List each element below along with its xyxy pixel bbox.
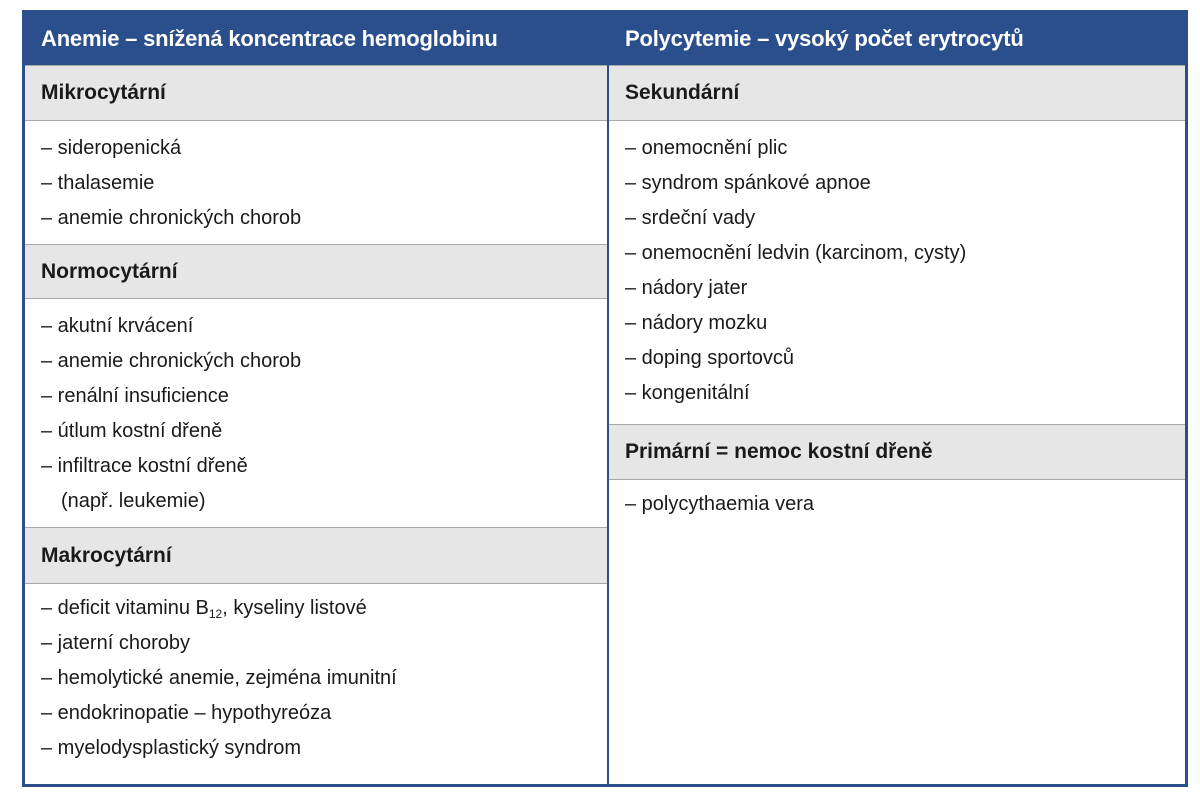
polycythemia-header: Polycytemie – vysoký počet erytrocytů bbox=[609, 13, 1185, 65]
list-item: – sideropenická bbox=[41, 137, 182, 159]
list-item: – jaterní choroby bbox=[41, 632, 190, 654]
makrocytarni-list bbox=[25, 591, 607, 766]
list-item: – srdeční vady bbox=[625, 207, 756, 229]
list-item: – kongenitální bbox=[625, 382, 750, 404]
list-item: – akutní krvácení bbox=[41, 315, 194, 337]
section-primarni: Primární = nemoc kostní dřeně bbox=[609, 424, 1185, 480]
list-item-vitamin bbox=[41, 591, 607, 626]
section-normocytarni: Normocytární bbox=[25, 244, 607, 299]
primarni-list bbox=[609, 487, 1185, 522]
vitamin-suffix: , kyseliny listové bbox=[222, 597, 367, 619]
list-item: – onemocnění ledvin (karcinom, cysty) bbox=[625, 242, 967, 264]
list-item: – syndrom spánkové apnoe bbox=[625, 172, 871, 194]
section-sekundarni: Sekundární bbox=[609, 65, 1185, 121]
anemia-column bbox=[25, 13, 609, 784]
list-item-continuation: (např. leukemie) bbox=[61, 490, 206, 512]
vitamin-subscript: 12 bbox=[208, 607, 223, 621]
list-item: – onemocnění plic bbox=[625, 137, 788, 159]
list-item: – nádory mozku bbox=[625, 312, 768, 334]
list-item: – útlum kostní dřeně bbox=[41, 420, 223, 442]
list-item: – endokrinopatie – hypothyreóza bbox=[41, 702, 332, 724]
list-item: – hemolytické anemie, zejména imunitní bbox=[41, 667, 397, 689]
list-item: – thalasemie bbox=[41, 172, 155, 194]
normocytarni-list bbox=[25, 309, 607, 519]
section-mikrocytarni: Mikrocytární bbox=[25, 65, 607, 121]
section-makrocytarni: Makrocytární bbox=[25, 527, 607, 584]
list-item: – anemie chronických chorob bbox=[41, 350, 302, 372]
list-item: – renální insuficience bbox=[41, 385, 229, 407]
mikrocytarni-list bbox=[25, 131, 607, 236]
list-item: – myelodysplastický syndrom bbox=[41, 737, 302, 759]
polycythemia-column bbox=[609, 13, 1185, 784]
vitamin-prefix: – deficit vitaminu B bbox=[41, 597, 209, 619]
list-item: – doping sportovců bbox=[625, 347, 795, 369]
list-item: – infiltrace kostní dřeně bbox=[41, 455, 248, 477]
sekundarni-list bbox=[609, 131, 1185, 411]
list-item: – polycythaemia vera bbox=[625, 493, 814, 515]
list-item: – anemie chronických chorob bbox=[41, 207, 302, 229]
anemia-header: Anemie – snížená koncentrace hemoglobinu bbox=[25, 13, 607, 65]
list-item: – nádory jater bbox=[625, 277, 748, 299]
classification-table bbox=[22, 10, 1188, 787]
